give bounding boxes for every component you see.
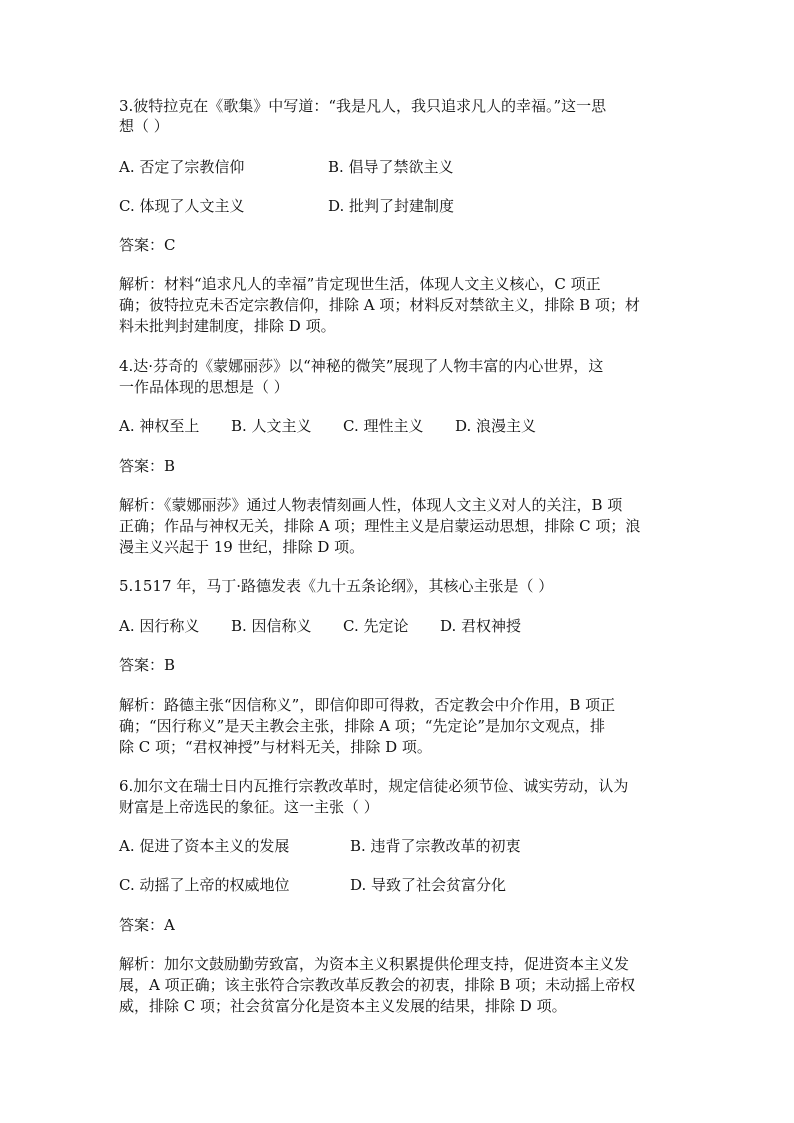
- question-4-stem-line-2: 一作品体现的思想是（ ）: [119, 378, 289, 396]
- question-4-analysis-line-3: 漫主义兴起于 19 世纪，排除 D 项。: [119, 538, 365, 556]
- question-5-option-b: B. 因信称义: [231, 617, 312, 635]
- question-6-option-c: C. 动摇了上帝的权威地位: [119, 876, 290, 894]
- question-3-option-c: C. 体现了人文主义: [119, 197, 245, 215]
- question-5-analysis-line-3: 除 C 项；“君权神授”与材料无关，排除 D 项。: [119, 738, 432, 756]
- question-6-stem-line-2: 财富是上帝选民的象征。这一主张（ ）: [119, 798, 379, 816]
- question-4-analysis-line-1: 解析：《蒙娜丽莎》通过人物表情刻画人性，体现人文主义对人的关注，B 项: [119, 496, 623, 514]
- question-4-option-c: C. 理性主义: [343, 417, 424, 435]
- question-3-option-b: B. 倡导了禁欲主义: [328, 158, 454, 176]
- question-5-option-c: C. 先定论: [343, 617, 409, 635]
- question-3-analysis-line-1: 解析：材料“追求凡人的幸福”肯定现世生活，体现人文主义核心，C 项正: [119, 275, 601, 293]
- question-4-option-b: B. 人文主义: [231, 417, 312, 435]
- question-5-option-d: D. 君权神授: [440, 617, 522, 635]
- question-5-analysis-line-1: 解析：路德主张“因信称义”，即信仰即可得救，否定教会中介作用，B 项正: [119, 696, 616, 714]
- question-4-option-a: A. 神权至上: [119, 417, 200, 435]
- question-6-analysis-line-1: 解析：加尔文鼓励勤劳致富，为资本主义积累提供伦理支持，促进资本主义发: [119, 955, 630, 973]
- question-6-option-b: B. 违背了宗教改革的初衷: [350, 837, 521, 855]
- question-6-option-d: D. 导致了社会贫富分化: [350, 876, 507, 894]
- question-3-option-a: A. 否定了宗教信仰: [119, 158, 245, 176]
- question-4-option-d: D. 浪漫主义: [455, 417, 537, 435]
- question-4-analysis-line-2: 正确；作品与神权无关，排除 A 项；理性主义是启蒙运动思想，排除 C 项；浪: [119, 517, 641, 535]
- question-6-analysis-line-3: 威，排除 C 项；社会贫富分化是资本主义发展的结果，排除 D 项。: [119, 997, 567, 1015]
- question-3-stem-line-1: 3.彼特拉克在《歌集》中写道：“我是凡人，我只追求凡人的幸福。”这一思: [119, 97, 607, 115]
- question-6-answer: 答案：A: [119, 916, 175, 934]
- question-4-stem-line-1: 4.达·芬奇的《蒙娜丽莎》以“神秘的微笑”展现了人物丰富的内心世界，这: [119, 357, 604, 375]
- question-5-answer: 答案：B: [119, 656, 176, 674]
- question-3-stem-line-2: 想（ ）: [119, 117, 169, 135]
- question-6-option-a: A. 促进了资本主义的发展: [119, 837, 290, 855]
- question-4-answer: 答案：B: [119, 457, 176, 475]
- question-6-stem-line-1: 6.加尔文在瑞士日内瓦推行宗教改革时，规定信徒必须节俭、诚实劳动，认为: [119, 777, 629, 795]
- question-5-analysis-line-2: 确；“因行称义”是天主教会主张，排除 A 项；“先定论”是加尔文观点，排: [119, 717, 606, 735]
- question-5-stem-line-1: 5.1517 年，马丁·路德发表《九十五条论纲》，其核心主张是（ ）: [119, 577, 554, 595]
- question-3-analysis-line-2: 确；彼特拉克未否定宗教信仰，排除 A 项；材料反对禁欲主义，排除 B 项；材: [119, 296, 640, 314]
- question-3-answer: 答案：C: [119, 236, 176, 254]
- question-5-option-a: A. 因行称义: [119, 617, 200, 635]
- question-3-analysis-line-3: 料未批判封建制度，排除 D 项。: [119, 317, 336, 335]
- question-3-option-d: D. 批判了封建制度: [328, 197, 455, 215]
- question-6-analysis-line-2: 展，A 项正确；该主张符合宗教改革反教会的初衷，排除 B 项；未动摇上帝权: [119, 976, 636, 994]
